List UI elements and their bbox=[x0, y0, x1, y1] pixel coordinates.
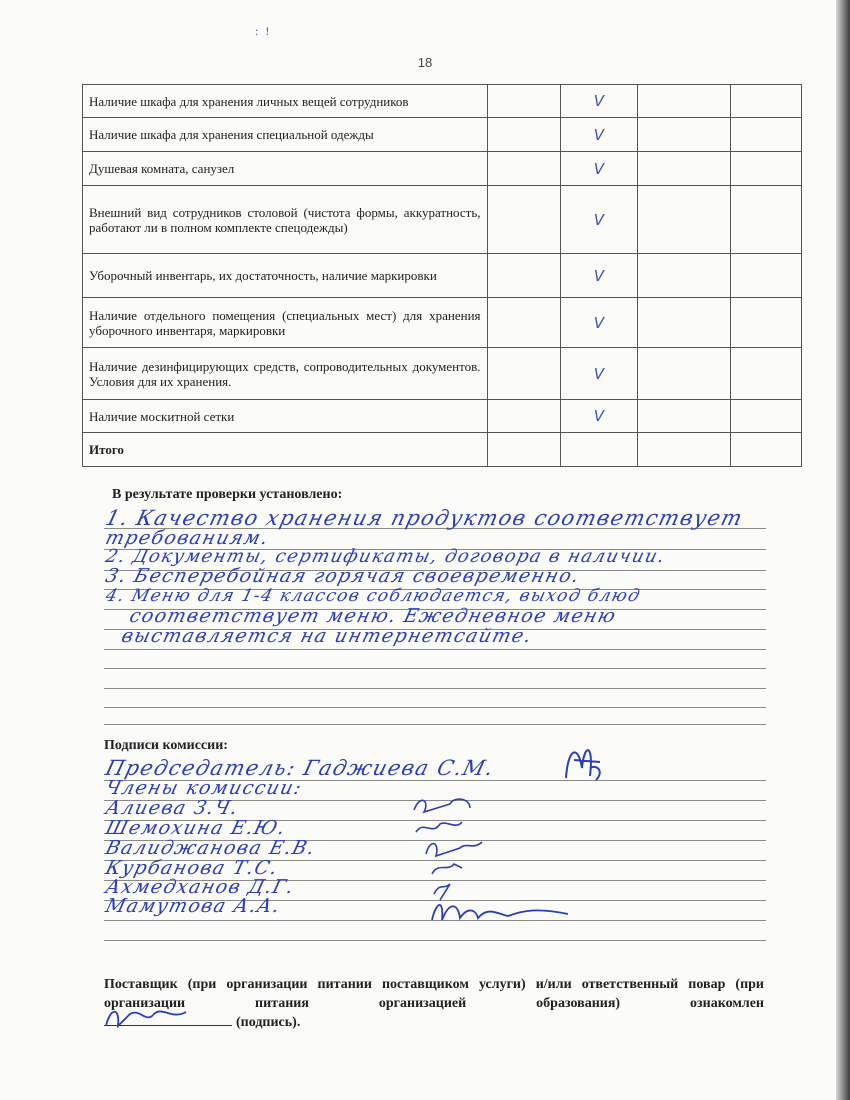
empty-cell bbox=[730, 118, 801, 152]
table-row bbox=[83, 118, 802, 152]
mark-cell bbox=[560, 298, 637, 348]
finding-line: 1. Качество хранения продуктов соответствует bbox=[103, 506, 746, 530]
empty-cell bbox=[487, 85, 560, 118]
mark-cell bbox=[560, 400, 637, 433]
signature-last-member-icon bbox=[428, 892, 578, 926]
table-row bbox=[83, 85, 802, 118]
criterion-cell: Наличие шкафа для хранения личных вещей сотрудников bbox=[83, 85, 488, 118]
writing-line bbox=[104, 649, 766, 650]
finding-line: 2. Документы, сертификаты, договора в наличии. bbox=[103, 546, 668, 567]
mark-cell bbox=[560, 118, 637, 152]
criterion-cell: Внешний вид сотрудников столовой (чистота формы, аккуратность, работают ли в полном комплекте спецодежды) bbox=[83, 186, 488, 254]
commission-member: Валиджанова Е.В. bbox=[103, 837, 319, 859]
empty-cell bbox=[638, 400, 731, 433]
signatures-heading: Подписи комиссии: bbox=[104, 738, 228, 753]
empty-cell bbox=[730, 298, 801, 348]
criterion-cell: Наличие москитной сетки bbox=[83, 400, 488, 433]
table-row-total bbox=[83, 433, 802, 467]
check-mark-icon: V bbox=[593, 266, 605, 285]
commission-member: Шемохина Е.Ю. bbox=[103, 817, 289, 839]
top-mark: : ! bbox=[255, 24, 272, 38]
empty-cell bbox=[487, 400, 560, 433]
writing-line bbox=[104, 724, 766, 725]
empty-cell bbox=[638, 85, 731, 118]
table-row bbox=[83, 348, 802, 400]
criterion-cell: Душевая комната, санузел bbox=[83, 152, 488, 186]
signature-caption: (подпись). bbox=[236, 1015, 301, 1030]
writing-line bbox=[104, 688, 766, 689]
table-row bbox=[83, 152, 802, 186]
empty-cell bbox=[638, 152, 731, 186]
finding-line: выставляется на интернетсайте. bbox=[119, 625, 535, 647]
commission-member: Курбанова Т.С. bbox=[103, 857, 281, 879]
writing-line bbox=[104, 707, 766, 708]
table-row bbox=[83, 400, 802, 433]
signature-chairman-icon bbox=[560, 738, 608, 788]
total-label: Итого bbox=[83, 433, 488, 467]
finding-line: соответствует меню. Ежедневное меню bbox=[127, 605, 620, 627]
empty-cell bbox=[560, 433, 637, 467]
table-row bbox=[83, 186, 802, 254]
mark-cell bbox=[560, 348, 637, 400]
check-mark-icon: V bbox=[593, 159, 605, 178]
empty-cell bbox=[730, 254, 801, 298]
writing-line bbox=[104, 940, 766, 941]
commission-member: Члены комиссии: bbox=[103, 777, 305, 799]
empty-cell bbox=[730, 85, 801, 118]
finding-line: 4. Меню для 1-4 классов соблюдается, выход блюд bbox=[103, 586, 643, 606]
writing-line bbox=[104, 668, 766, 669]
commission-member: Председатель: Гаджиева С.М. bbox=[103, 756, 498, 780]
empty-cell bbox=[638, 118, 731, 152]
criterion-cell: Уборочный инвентарь, их достаточность, наличие маркировки bbox=[83, 254, 488, 298]
mark-cell bbox=[560, 186, 637, 254]
empty-cell bbox=[638, 433, 731, 467]
check-mark-icon: V bbox=[593, 364, 605, 383]
finding-line: 3. Бесперебойная горячая своевременно. bbox=[103, 565, 583, 587]
mark-cell bbox=[560, 254, 637, 298]
supplier-acknowledgement: Поставщик (при организации питании поставщиком услуги) и/или ответственный повар (при организации питания организацией образования) ознакомлен bbox=[104, 977, 764, 1011]
criterion-cell: Наличие дезинфицирующих средств, сопроводительных документов. Условия для их хранения. bbox=[83, 348, 488, 400]
empty-cell bbox=[487, 433, 560, 467]
empty-cell bbox=[730, 400, 801, 433]
scan-edge-shadow bbox=[836, 0, 850, 1100]
commission-member: Мамутова А.А. bbox=[103, 895, 284, 917]
empty-cell bbox=[638, 348, 731, 400]
empty-cell bbox=[730, 433, 801, 467]
checklist-table bbox=[82, 84, 802, 467]
check-mark-icon: V bbox=[593, 210, 605, 229]
commission-member: Алиева З.Ч. bbox=[103, 797, 242, 819]
empty-cell bbox=[730, 186, 801, 254]
empty-cell bbox=[638, 298, 731, 348]
commission-member: Ахмедханов Д.Г. bbox=[103, 876, 298, 898]
empty-cell bbox=[487, 348, 560, 400]
empty-cell bbox=[487, 254, 560, 298]
mark-cell bbox=[560, 85, 637, 118]
table-row bbox=[83, 298, 802, 348]
finding-line: требованиям. bbox=[103, 527, 272, 549]
empty-cell bbox=[730, 152, 801, 186]
table-row bbox=[83, 254, 802, 298]
check-mark-icon: V bbox=[593, 92, 605, 110]
findings-heading: В результате проверки установлено: bbox=[112, 487, 343, 502]
check-mark-icon: V bbox=[593, 313, 605, 332]
empty-cell bbox=[487, 186, 560, 254]
check-mark-icon: V bbox=[593, 407, 605, 425]
empty-cell bbox=[487, 118, 560, 152]
criterion-cell: Наличие шкафа для хранения специальной одежды bbox=[83, 118, 488, 152]
criterion-cell: Наличие отдельного помещения (специальных мест) для хранения уборочного инвентаря, маркировки bbox=[83, 298, 488, 348]
empty-cell bbox=[487, 298, 560, 348]
empty-cell bbox=[638, 254, 731, 298]
check-mark-icon: V bbox=[593, 125, 605, 144]
empty-cell bbox=[638, 186, 731, 254]
page-number: 18 bbox=[417, 55, 433, 70]
supplier-signature-icon bbox=[100, 1000, 195, 1034]
empty-cell bbox=[487, 152, 560, 186]
mark-cell bbox=[560, 152, 637, 186]
empty-cell bbox=[730, 348, 801, 400]
